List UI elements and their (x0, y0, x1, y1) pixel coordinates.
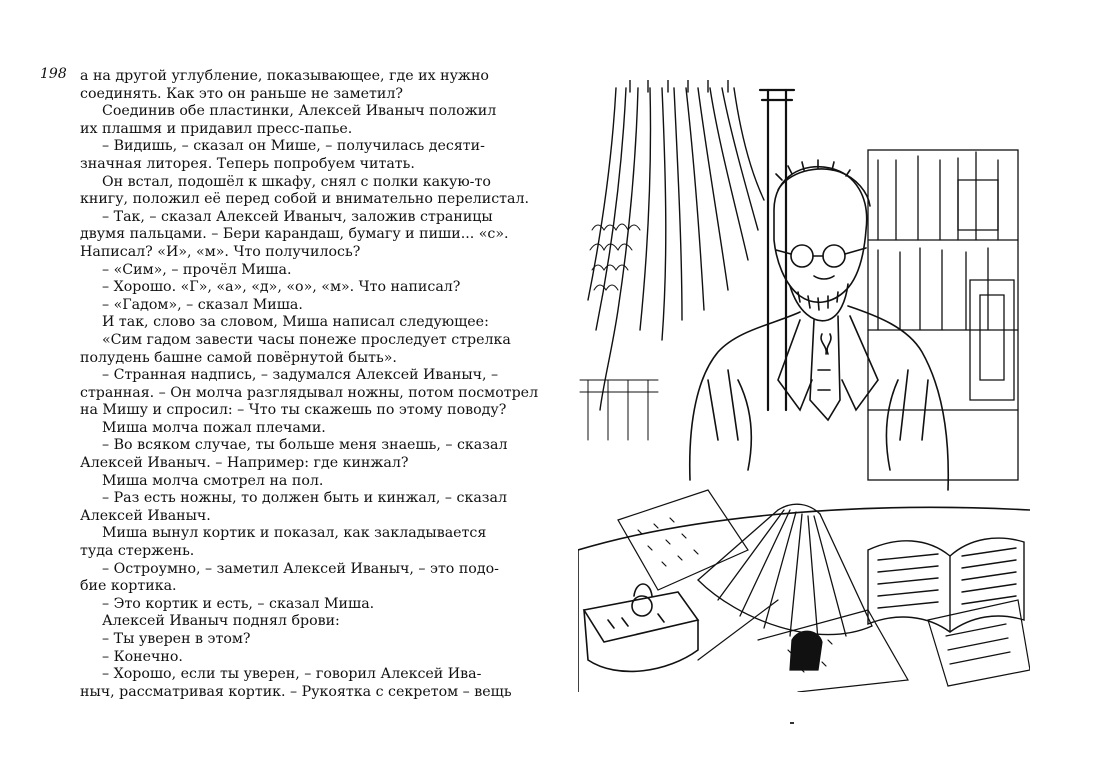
text-line: Соединив обе пластинки, Алексей Иваныч положил (102, 103, 497, 120)
text-line: Алексей Иваныч. – Например: где кинжал? (80, 455, 409, 472)
text-line: Алексей Иваныч. (80, 507, 211, 524)
text-line: – Раз есть ножны, то должен быть и кинжал, – сказал (102, 490, 507, 507)
text-line: Миша вынул кортик и показал, как закладывается (102, 525, 487, 542)
text-line: полудень башне самой повёрнутой быть». (80, 349, 397, 366)
text-line: – «Гадом», – сказал Миша. (102, 296, 303, 313)
text-line: – «Сим», – прочёл Миша. (102, 261, 292, 278)
text-line: Алексей Иваныч поднял брови: (102, 613, 340, 630)
text-line: – Видишь, – сказал он Мише, – получилась десяти- (102, 138, 485, 155)
text-line: книгу, положил её перед собой и внимательно перелистал. (80, 191, 529, 208)
text-line: Миша молча смотрел на пол. (102, 472, 324, 489)
text-line: их плашмя и придавил пресс-папье. (80, 120, 353, 137)
page-number: 198 (40, 66, 67, 82)
man-body (690, 306, 949, 490)
text-line: – Ты уверен в этом? (102, 631, 251, 647)
text-line: бие кортика. (80, 578, 177, 595)
text-line: – Хорошо. «Г», «а», «д», «о», «м». Что написал? (102, 279, 461, 296)
quill (698, 600, 822, 670)
illustration (578, 80, 1030, 692)
text-line: соединять. Как это он раньше не заметил? (80, 85, 403, 102)
text-line: а на другой углубление, показывающее, где их нужно (80, 68, 489, 84)
right-papers (928, 600, 1030, 686)
page-mark (790, 722, 794, 724)
ink-box (584, 584, 698, 671)
papers (618, 490, 908, 692)
text-line: – Хорошо, если ты уверен, – говорил Алексей Ива- (102, 666, 482, 683)
text-line: И так, слово за словом, Миша написал следующее: (102, 314, 489, 331)
text-line: Написал? «И», «м». Что получилось? (80, 243, 361, 260)
text-line: на Мишу и спросил: – Что ты скажешь по этому поводу? (80, 402, 507, 419)
illustration-drawing (578, 80, 1030, 692)
text-line: странная. – Он молча разглядывал ножны, потом посмотрел (80, 384, 539, 401)
text-line: Он встал, подошёл к шкафу, снял с полки какую-то (102, 173, 491, 190)
text-line: – Это кортик и есть, – сказал Миша. (102, 595, 375, 612)
bookshelves (868, 150, 1018, 480)
man-head (774, 160, 870, 321)
text-line: туда стержень. (80, 543, 195, 560)
text-line: значная литорея. Теперь попробуем читать. (80, 155, 415, 172)
curtain (588, 80, 764, 410)
plate-fan (698, 504, 872, 640)
text-line: – Во всяком случае, ты больше меня знаешь, – сказал (102, 437, 508, 454)
open-book (868, 538, 1024, 632)
text-line: ныч, рассматривая кортик. – Рукоятка с секретом – вещь (80, 683, 512, 700)
text-line: «Сим гадом завести часы понеже проследует стрелка (102, 331, 511, 348)
text-line: – Конечно. (102, 648, 183, 665)
text-line: – Странная надпись, – задумался Алексей Иваныч, – (102, 367, 499, 384)
text-line: Миша молча пожал плечами. (102, 419, 326, 436)
text-line: – Так, – сказал Алексей Иваныч, заложив страницы (102, 208, 493, 225)
text-column (80, 68, 539, 701)
text-line: двумя пальцами. – Бери карандаш, бумагу и пиши... «с». (80, 226, 509, 243)
text-line: – Остроумно, – заметил Алексей Иваныч, – это подо- (102, 560, 499, 577)
